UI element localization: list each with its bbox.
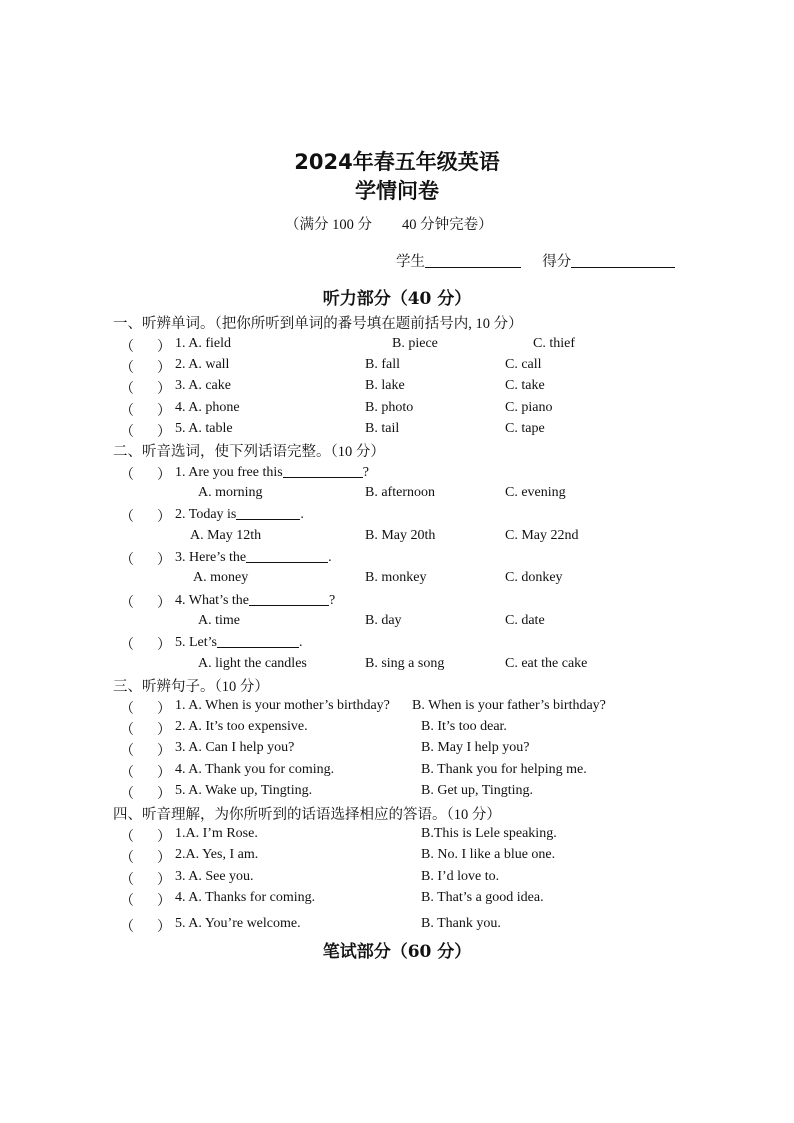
- question-row: [120, 783, 720, 801]
- option-a: 1. A. When is your mother’s birthday?: [175, 698, 390, 713]
- question-row: [120, 506, 720, 524]
- question-row: [120, 592, 720, 610]
- options-row: [120, 485, 720, 503]
- option-b: B. day: [365, 613, 402, 628]
- option-b: B. It’s too dear.: [421, 719, 507, 734]
- question-text: [175, 549, 332, 566]
- part4-title: 四、听音理解，为你所听到的话语选择相应的答语。（10 分）: [113, 807, 501, 823]
- option-a: 4. A. Thanks for coming.: [175, 890, 316, 905]
- answer-paren-close: ）: [157, 894, 171, 909]
- question-text: [175, 634, 303, 651]
- exam-info: [285, 213, 493, 234]
- option-b: B.This is Lele speaking.: [421, 826, 557, 841]
- option-b: B. Thank you for helping me.: [421, 762, 587, 777]
- option-b: B. May 20th: [365, 528, 436, 543]
- answer-paren-close: ）: [157, 702, 171, 717]
- answer-paren-close: ）: [157, 920, 171, 935]
- option-a: A. money: [193, 570, 249, 585]
- score-field[interactable]: [571, 253, 675, 268]
- answer-paren-open: （: [120, 382, 134, 397]
- question-row: [120, 847, 720, 865]
- option-a: 1. A. field: [175, 336, 231, 351]
- question-stem: 3. Here’s the: [175, 550, 247, 565]
- answer-paren-open: （: [120, 361, 134, 376]
- question-text: [175, 592, 335, 609]
- student-info: [396, 250, 675, 271]
- option-c: C. tape: [505, 421, 545, 436]
- question-text: [175, 506, 304, 523]
- question-row: [120, 698, 720, 716]
- question-row: [120, 464, 720, 482]
- answer-paren-close: ）: [157, 340, 171, 355]
- option-a: 4. A. Thank you for coming.: [175, 762, 335, 777]
- answer-paren-open: （: [120, 851, 134, 866]
- option-c: C. May 22nd: [505, 528, 579, 543]
- exam-title: 2024年春五年级英语: [294, 150, 500, 174]
- options-row: [120, 613, 720, 631]
- answer-paren-close: ）: [157, 510, 171, 525]
- answer-paren-open: （: [120, 830, 134, 845]
- answer-paren-open: （: [120, 702, 134, 717]
- option-b: B. I’d love to.: [421, 869, 500, 884]
- option-b: B. photo: [365, 400, 414, 415]
- written-heading: 笔试部分（60 分）: [322, 942, 472, 962]
- answer-paren-open: （: [120, 787, 134, 802]
- options-row: [120, 528, 720, 546]
- option-c: C. evening: [505, 485, 566, 500]
- answer-paren-close: ）: [157, 766, 171, 781]
- option-a: A. morning: [198, 485, 263, 500]
- question-row: [120, 357, 720, 375]
- answer-paren-close: ）: [157, 723, 171, 738]
- part2-title: 二、听音选词，使下列话语完整。（10 分）: [113, 444, 385, 460]
- option-a: A. light the candles: [198, 656, 307, 671]
- option-a: 2.A. Yes, I am.: [175, 847, 259, 862]
- option-b: B. No. I like a blue one.: [421, 847, 556, 862]
- answer-paren-open: （: [120, 723, 134, 738]
- options-row: [120, 570, 720, 588]
- question-end: ?: [362, 465, 369, 480]
- question-row: [120, 719, 720, 737]
- answer-paren-open: （: [120, 553, 134, 568]
- answer-paren-close: ）: [157, 787, 171, 802]
- question-end: .: [328, 550, 332, 565]
- answer-paren-close: ）: [157, 638, 171, 653]
- question-stem: 2. Today is: [175, 507, 237, 522]
- question-end: .: [299, 635, 303, 650]
- option-b: B. piece: [392, 336, 438, 351]
- question-end: ?: [329, 593, 336, 608]
- time-limit-text: 40 分钟完卷）: [402, 217, 493, 233]
- option-a: 2. A. wall: [175, 357, 230, 372]
- listening-heading: 听力部分（40 分）: [322, 289, 472, 309]
- option-a: 4. A. phone: [175, 400, 240, 415]
- question-row: [120, 869, 720, 887]
- answer-paren-close: ）: [157, 361, 171, 376]
- answer-paren-open: （: [120, 920, 134, 935]
- option-a: 5. A. You’re welcome.: [175, 916, 301, 931]
- option-a: A. time: [198, 613, 240, 628]
- question-row: [120, 916, 720, 934]
- question-row: [120, 740, 720, 758]
- option-b: B. monkey: [365, 570, 427, 585]
- answer-paren-open: （: [120, 894, 134, 909]
- question-text: [175, 464, 369, 481]
- question-row: [120, 549, 720, 567]
- question-stem: 5. Let’s: [175, 635, 217, 650]
- option-c: C. date: [505, 613, 545, 628]
- option-c: C. take: [505, 378, 545, 393]
- option-a: A. May 12th: [190, 528, 262, 543]
- option-a: 1.A. I’m Rose.: [175, 826, 258, 841]
- option-c: C. call: [505, 357, 542, 372]
- question-row: [120, 826, 720, 844]
- question-row: [120, 421, 720, 439]
- option-b: B. When is your father’s birthday?: [412, 698, 606, 713]
- answer-paren-close: ）: [157, 596, 171, 611]
- full-score-text: （满分 100 分: [285, 217, 372, 233]
- option-a: 3. A. cake: [175, 378, 231, 393]
- question-row: [120, 762, 720, 780]
- exam-subtitle-title: 学情问卷: [355, 179, 439, 203]
- option-c: C. thief: [533, 336, 575, 351]
- answer-paren-open: （: [120, 425, 134, 440]
- answer-blank[interactable]: [217, 634, 299, 648]
- answer-paren-open: （: [120, 404, 134, 419]
- answer-paren-open: （: [120, 744, 134, 759]
- option-a: 3. A. Can I help you?: [175, 740, 295, 755]
- answer-paren-close: ）: [157, 553, 171, 568]
- question-row: [120, 336, 720, 354]
- option-a: 5. A. table: [175, 421, 233, 436]
- option-b: B. sing a song: [365, 656, 445, 671]
- option-a: 2. A. It’s too expensive.: [175, 719, 308, 734]
- question-row: [120, 890, 720, 908]
- answer-paren-open: （: [120, 873, 134, 888]
- answer-paren-open: （: [120, 510, 134, 525]
- option-b: B. Get up, Tingting.: [421, 783, 534, 798]
- option-b: B. afternoon: [365, 485, 435, 500]
- option-b: B. lake: [365, 378, 405, 393]
- answer-paren-close: ）: [157, 425, 171, 440]
- score-label: 得分: [542, 254, 572, 270]
- answer-blank[interactable]: [236, 506, 300, 520]
- answer-paren-open: （: [120, 340, 134, 355]
- question-row: [120, 400, 720, 418]
- option-b: B. tail: [365, 421, 400, 436]
- answer-paren-open: （: [120, 766, 134, 781]
- option-b: B. That’s a good idea.: [421, 890, 544, 905]
- question-end: .: [300, 507, 304, 522]
- student-name-field[interactable]: [425, 253, 521, 268]
- student-label: 学生: [396, 254, 425, 270]
- question-stem: 4. What’s the: [175, 593, 250, 608]
- answer-paren-close: ）: [157, 744, 171, 759]
- part1-title: 一、听辨单词。（把你所听到单词的番号填在题前括号内, 10 分）: [113, 316, 523, 332]
- answer-paren-open: （: [120, 468, 134, 483]
- answer-paren-close: ）: [157, 830, 171, 845]
- answer-blank[interactable]: [283, 464, 363, 478]
- option-c: C. eat the cake: [505, 656, 588, 671]
- option-b: B. fall: [365, 357, 400, 372]
- option-a: 3. A. See you.: [175, 869, 254, 884]
- question-row: [120, 378, 720, 396]
- answer-blank[interactable]: [246, 549, 328, 563]
- option-b: B. May I help you?: [421, 740, 530, 755]
- option-a: 5. A. Wake up, Tingting.: [175, 783, 313, 798]
- option-c: C. donkey: [505, 570, 563, 585]
- answer-paren-open: （: [120, 596, 134, 611]
- option-c: C. piano: [505, 400, 553, 415]
- part3-title: 三、听辨句子。（10 分）: [113, 679, 269, 695]
- answer-paren-close: ）: [157, 873, 171, 888]
- answer-blank[interactable]: [249, 592, 329, 606]
- answer-paren-close: ）: [157, 382, 171, 397]
- answer-paren-open: （: [120, 638, 134, 653]
- answer-paren-close: ）: [157, 851, 171, 866]
- answer-paren-close: ）: [157, 404, 171, 419]
- answer-paren-close: ）: [157, 468, 171, 483]
- question-stem: 1. Are you free this: [175, 465, 283, 480]
- option-b: B. Thank you.: [421, 916, 501, 931]
- options-row: [120, 656, 720, 674]
- question-row: [120, 634, 720, 652]
